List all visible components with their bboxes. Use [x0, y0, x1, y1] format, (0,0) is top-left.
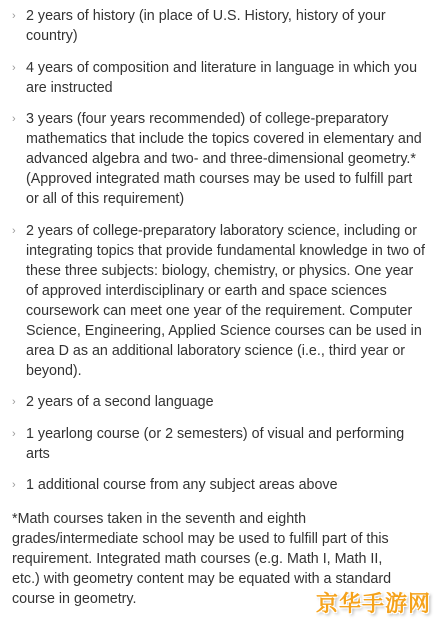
list-item-text: 1 additional course from any subject areas above	[26, 477, 338, 493]
list-item-composition	[12, 58, 427, 98]
chevron-right-icon: ›	[12, 113, 16, 125]
list-item-text: 2 years of college-preparatory laboratory science, including or integrating topics that provide fundamental knowledge in two of these three subjects: biology, chemistry, or physics. One year of approved interdisciplinary or earth and space sciences coursework can meet one year of the requirement. Computer Science, Engineering, Applied Science courses can be used in area D as an additional laboratory science (i.e., third year or beyond).	[26, 222, 425, 379]
chevron-right-icon: ›	[12, 10, 16, 22]
list-item-second-language	[12, 392, 427, 412]
chevron-right-icon: ›	[12, 396, 16, 408]
list-item-text: 2 years of history (in place of U.S. History, history of your country)	[26, 8, 386, 44]
list-item-additional-course	[12, 475, 427, 495]
chevron-right-icon: ›	[12, 427, 16, 440]
list-item-history	[12, 6, 427, 46]
list-item-text: 4 years of composition and literature in language in which you are instructed	[26, 59, 418, 96]
list-item-visual-arts	[12, 424, 427, 464]
list-item-text: 2 years of a second language	[26, 394, 214, 410]
list-item-text: 3 years (four years recommended) of college-preparatory mathematics that include the topics covered in elementary and advanced algebra and two- and three-dimensional geometry.* (Approved integrated math courses may be used to fulfill part or all of this requirement)	[26, 111, 422, 207]
site-watermark-logo: 京华手游网	[315, 592, 431, 617]
chevron-right-icon: ›	[12, 224, 16, 237]
chevron-right-icon: ›	[12, 61, 16, 74]
list-item-laboratory-science	[12, 221, 427, 381]
list-item-text: 1 yearlong course (or 2 semesters) of visual and performing arts	[26, 425, 405, 462]
list-item-mathematics	[12, 109, 427, 209]
requirements-list	[12, 6, 427, 495]
chevron-right-icon: ›	[12, 479, 16, 491]
math-footnote: *Math courses taken in the seventh and eighth grades/intermediate school may be used to fulfill part of this requirement. Integrated math courses (e.g. Math I, Math II, etc.) with geometry content may be equated with a standard course in geometry.	[12, 511, 392, 607]
